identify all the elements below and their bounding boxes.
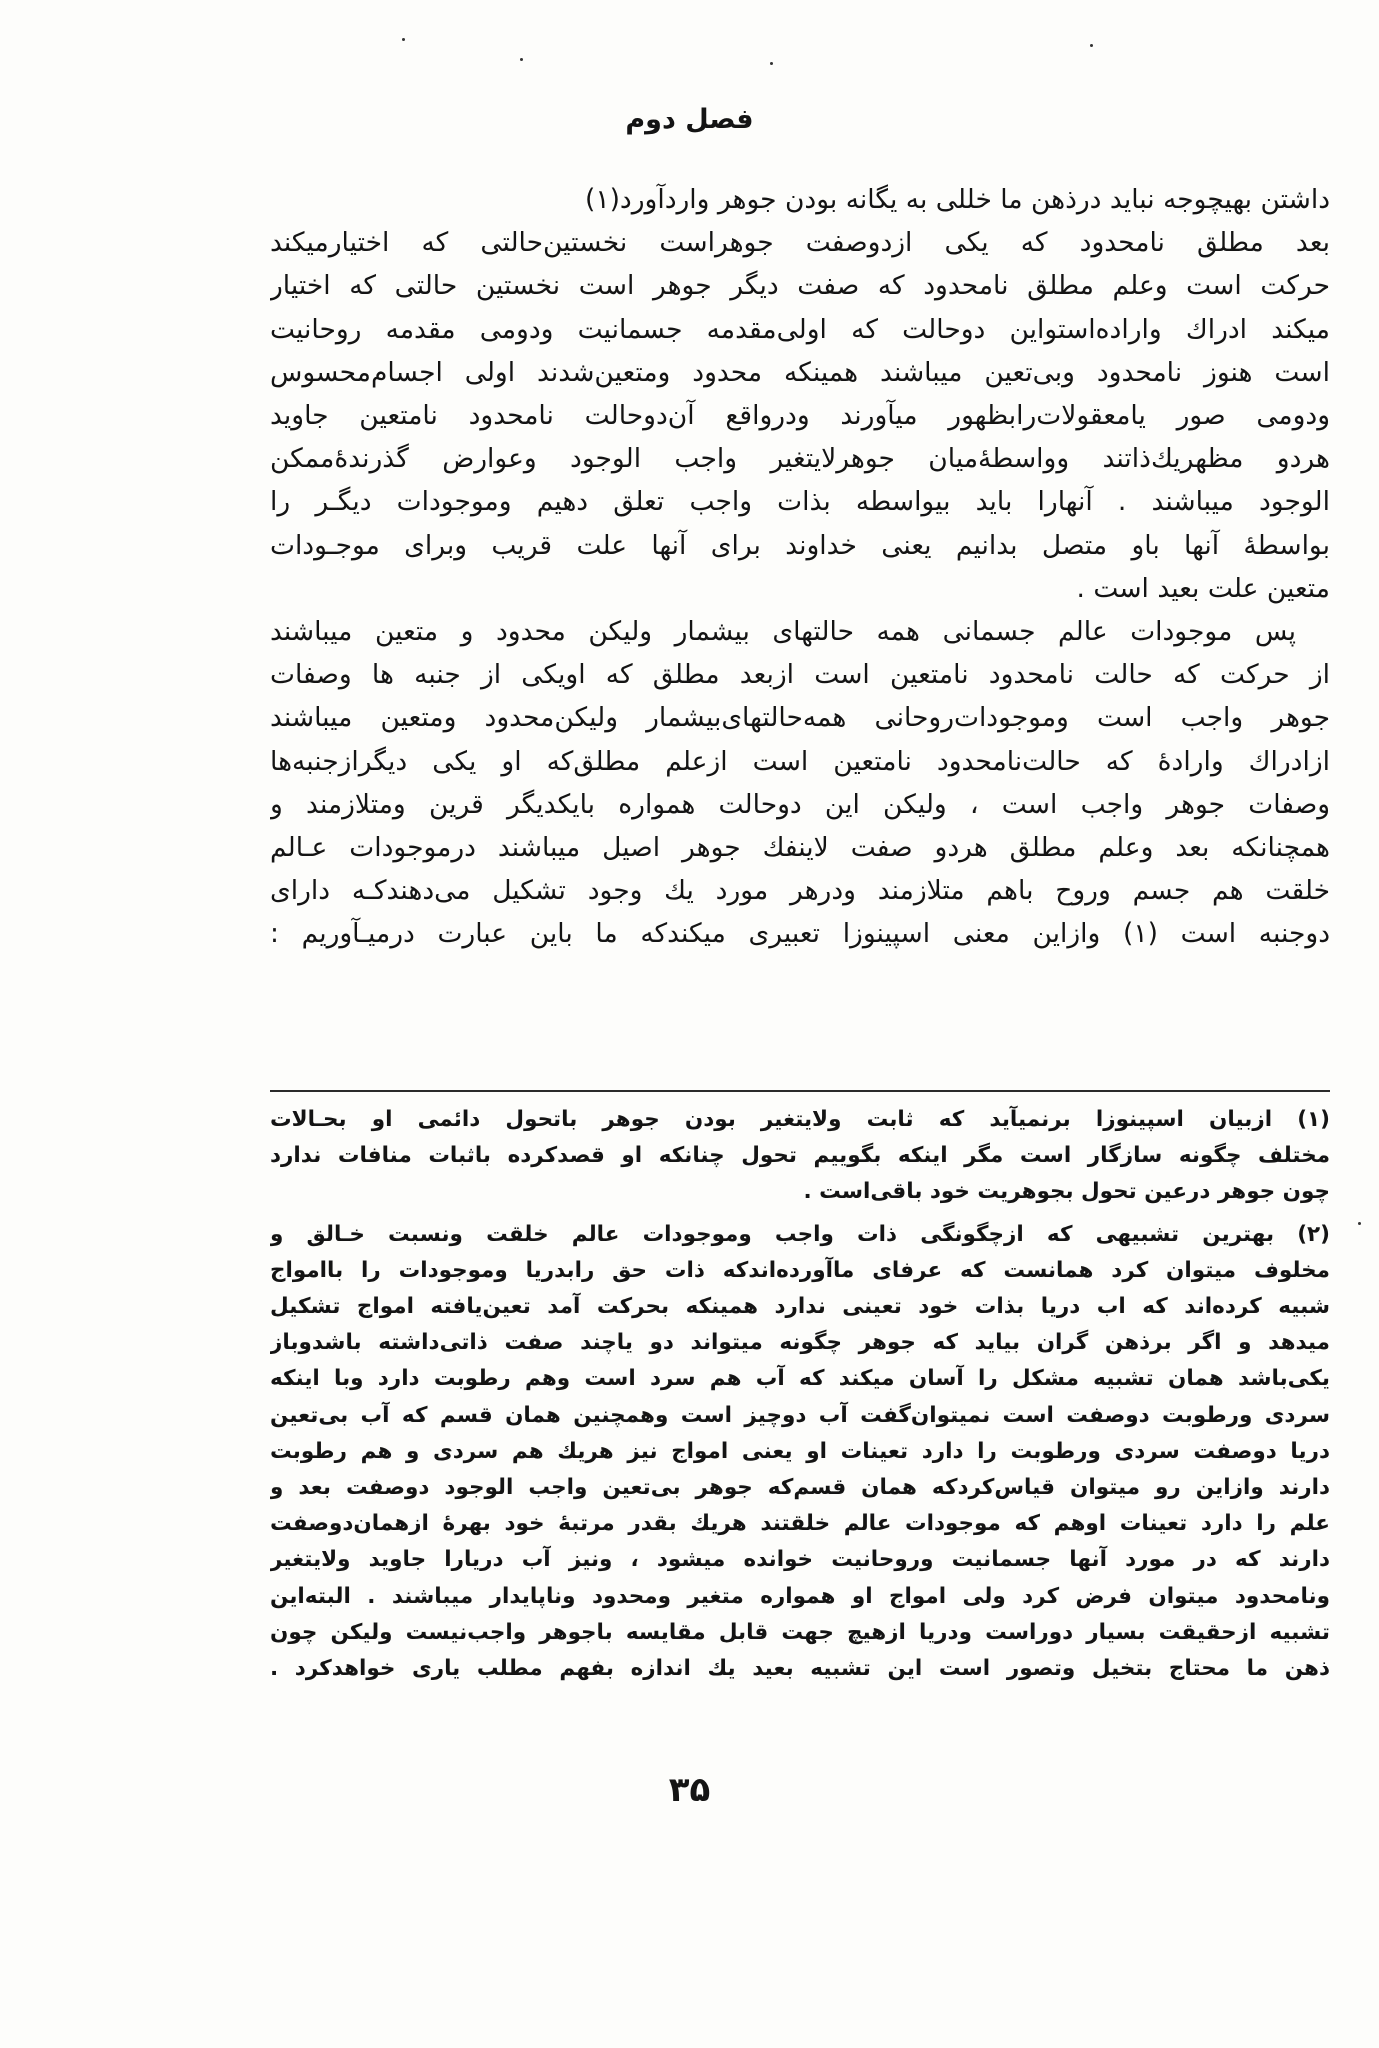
text-line: الوجود میباشند . آنهارا باید بیواسطه بذات واجب تعلق دهیم وموجودات دیگـر را xyxy=(270,486,1330,518)
footnote-line: یکی‌باشد همان تشبیه مشکل را آسان میکند که آب هم سرد است وهم رطوبت دارد وبا اینکه xyxy=(270,1366,1330,1392)
text-line: است هنوز نامحدود وبی‌تعین میباشند همینکه محدود ومتعین‌شدند اولی اجسام‌محسوس xyxy=(270,356,1330,388)
text-line: ودومی صور یامعقولات‌رابظهور میآورند ودرواقع آن‌دوحالت نامحدود نامتعین جاوید xyxy=(270,400,1330,432)
text-line: پس موجودات عالم جسمانی همه حالتهای بیشمار ولیکن محدود و متعین میباشند xyxy=(270,616,1296,648)
footnote-line: مخلوف میتوان کرد همانست که عرفای ما‌آورده‌اندکه ذات حق رابدریا وموجودات را باامواج xyxy=(270,1257,1330,1283)
footnote-line: دریا دوصفت سردی ورطوبت را دارد تعینات او یعنی امواج نیز هریك هم سردی و هم رطوبت xyxy=(270,1438,1330,1464)
text-line: بواسطهٔ آنها باو متصل بدانیم یعنی خداوند برای آنها علت قریب وبرای موجـودات xyxy=(270,529,1330,561)
text-line: وصفات جوهر واجب است ، ولیکن این دوحالت همواره بایکدیگر قرین ومتلازمند و xyxy=(270,788,1330,820)
footnote-line: ذهن ما محتاج بتخیل وتصور است این تشبیه بعید یك اندازه بفهم مطلب یاری خواهدکرد . xyxy=(270,1656,1330,1682)
text-line: خلقت هم جسم وروح باهم متلازمند ودرهر مورد یك وجود تشکیل می‌دهندکـه دارای xyxy=(270,875,1330,907)
text-line: دوجنبه است (۱) وازاین معنی اسپینوزا تعبیری میکندکه ما باین عبارت درمیـآوریم : xyxy=(270,918,1330,950)
speck xyxy=(770,62,773,65)
speck xyxy=(402,38,405,41)
footnote-line: علم را دارد تعینات اوهم که موجودات عالم خلقتند هریك بقدر مرتبهٔ خود بهرهٔ ازهمان‌دوصفت xyxy=(270,1511,1330,1537)
main-text xyxy=(270,178,1330,956)
speck xyxy=(1090,44,1093,47)
text-line: میکند ادراك واراده‌استواین دوحالت که اولی‌مقدمه جسمانیت ودومی مقدمه روحانیت xyxy=(270,313,1330,345)
footnote-line: ونامحدود میتوان فرض کرد ولی امواج او همواره متغیر ومحدود وناپایدار میباشند . البته‌این xyxy=(270,1583,1330,1609)
speck xyxy=(1358,1222,1361,1225)
footnote-line: سردی ورطوبت دوصفت است نمیتوان‌گفت آب دوچیز است وهمچنین همان قسم که آب بی‌تعین xyxy=(270,1402,1330,1428)
footnote-line: شبیه کرده‌اند که اب دریا بذات خود تعینی ندارد همینکه بحرکت آمد تعین‌یافته امواج تشکیل xyxy=(270,1294,1330,1320)
footnote-divider xyxy=(270,1090,1330,1092)
text-line: بعد مطلق نامحدود که یکی ازدوصفت جوهراست نخستین‌حالتی که اختیارمیکند xyxy=(270,227,1330,259)
chapter-title: فصل دوم xyxy=(625,104,754,135)
footnote-line: دارند که در مورد آنها جسمانیت وروحانیت خوانده میشود ، ونیز آب دریارا جاوید ولایتغیر xyxy=(270,1547,1330,1573)
text-line: ازادراك واراده‌ٔ که حالت‌نامحدود نامتعین است ازعلم مطلق‌که او یکی دیگرازجنبه‌ها xyxy=(270,745,1330,777)
text-line: جوهر واجب است وموجودات‌روحانی همه‌حالتهای‌بیشمار ولیکن‌محدود ومتعین میباشند xyxy=(270,702,1330,734)
footnote-line: (۲) بهترین تشبیهی که ازچگونگی ذات واجب وموجودات عالم خلقت ونسبت خـالق و xyxy=(270,1221,1330,1247)
footnote-line: تشبیه ازحقیقت بسیار دوراست ودریا ازهیچ جهت قابل مقایسه باجوهر واجب‌نیست ولیکن چون xyxy=(270,1619,1330,1645)
footnote-line: دارند وازاین رو میتوان قیاس‌کردکه همان قسم‌که جوهر بی‌تعین واجب الوجود دوصفت بعد و xyxy=(270,1475,1330,1501)
text-line: از حرکت که حالت نامحدود نامتعین است ازبعد مطلق که اویکی از جنبه ها وصفات xyxy=(270,659,1330,691)
footnote-line: مختلف چگونه سازگار است مگر اینکه بگوییم تحول چنانکه او قصدکرده باثبات منافات ندارد xyxy=(270,1143,1330,1169)
text-line: حرکت است وعلم مطلق نامحدود که صفت دیگر جوهر است نخستین حالتی که اختیار xyxy=(270,270,1330,302)
footnote-line: (۱) ازبیان اسپینوزا برنمیآید که ثابت ولایتغیر بودن جوهر باتحول دائمی او بحـالات xyxy=(270,1107,1330,1132)
footnotes xyxy=(270,1102,1330,1687)
text-line: همچنانکه بعد وعلم مطلق هردو صفت لاینفك جوهر اصیل میباشند درموجودات عـالم xyxy=(270,832,1330,864)
text-line: هردو مظهریك‌ذاتند وواسطهٔ‌میان جوهرلایتغیر واجب الوجود وعوارض گذرندهٔ‌ممکن xyxy=(270,443,1330,475)
speck xyxy=(520,58,523,61)
text-line: متعین علت بعید است . xyxy=(1076,572,1330,604)
text-line: داشتن بهیچوجه نباید درذهن ما خللی به یگانه بودن جوهر واردآورد(۱) xyxy=(585,184,1330,215)
page-number: ۳۵ xyxy=(668,1770,711,1810)
footnote-line: میدهد و اگر برذهن گران بیاید که جوهر چگونه میتواند دو یاچند صفت ذاتی‌داشته باشدوباز xyxy=(270,1330,1330,1356)
footnote-line: چون جوهر درعین تحول بجوهریت خود باقی‌است . xyxy=(803,1179,1330,1205)
